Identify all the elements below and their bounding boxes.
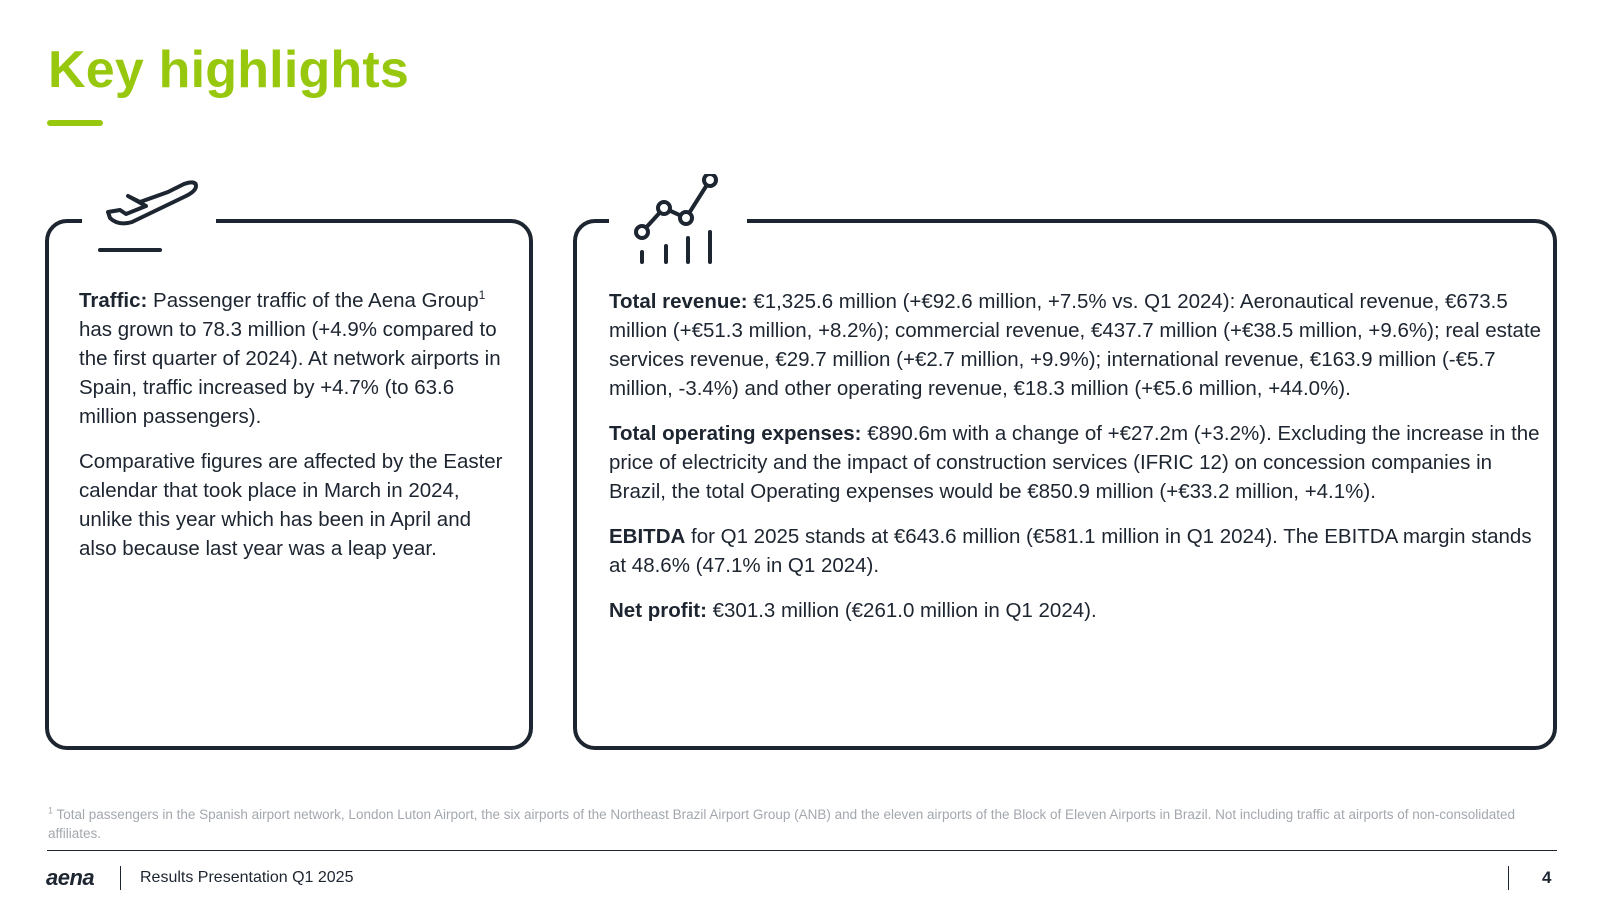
revenue-lead: Total revenue:	[609, 290, 748, 313]
revenue-text: €1,325.6 million (+€92.6 million, +7.5% vs. Q1 2024): Aeronautical revenue, €673.5 million (+€51.3 million, +8.2%); commercial revenue, €437.7 million (+€38.5 million, +9.6%); real estate services revenue, €29.7 million (+€2.7 million, +9.9%); international revenue, €163.9 million (-€5.7 million, -3.4%) and other operating revenue, €18.3 million (+€5.6 million, +44.0%).	[609, 290, 1542, 400]
net-profit-paragraph	[609, 596, 1549, 625]
growth-chart-icon	[626, 174, 726, 266]
revenue-paragraph	[609, 287, 1549, 403]
traffic-text	[79, 286, 509, 579]
footer-presentation-title: Results Presentation Q1 2025	[140, 869, 354, 886]
footer-divider	[47, 850, 1557, 851]
footer-separator-left	[120, 866, 121, 890]
ebitda-lead: EBITDA	[609, 525, 686, 548]
ebitda-text: for Q1 2025 stands at €643.6 million (€581.1 million in Q1 2024). The EBITDA margin stands at 48.6% (47.1% in Q1 2024).	[609, 525, 1532, 577]
traffic-text-part2: has grown to 78.3 million (+4.9% compared to the first quarter of 2024). At network airports in Spain, traffic increased by +4.7% (to 63.6 million passengers).	[79, 318, 501, 428]
ebitda-paragraph	[609, 522, 1549, 580]
opex-lead: Total operating expenses:	[609, 422, 862, 445]
footnote-ref: 1	[478, 288, 486, 303]
traffic-text-part1: Passenger traffic of the Aena Group	[147, 289, 479, 312]
net-profit-lead: Net profit:	[609, 599, 707, 622]
title-underline	[47, 120, 103, 126]
comparative-paragraph: Comparative figures are affected by the Easter calendar that took place in March in 2024, unlike this year which has been in April and also because last year was a leap year.	[79, 450, 503, 560]
airplane-takeoff-icon	[96, 176, 208, 258]
aena-logo: aena	[46, 865, 95, 890]
net-profit-text: €301.3 million (€261.0 million in Q1 2024).	[706, 599, 1097, 622]
opex-paragraph	[609, 419, 1549, 506]
opex-text: €890.6m with a change of +€27.2m (+3.2%). Excluding the increase in the price of electricity and the impact of construction services (IFRIC 12) on concession companies in Brazil, the total Operating expenses would be €850.9 million (+€33.2 million, +4.1%).	[609, 422, 1540, 503]
footnote	[48, 805, 1558, 843]
footnote-text: Total passengers in the Spanish airport network, London Luton Airport, the six airports of the Northeast Brazil Airport Group (ANB) and the eleven airports of the Block of Eleven Airports in Brazil. Not including traffic at airports of non-consolidated affiliates.	[48, 807, 1516, 841]
page-number: 4	[1542, 868, 1552, 887]
traffic-paragraph	[79, 286, 509, 431]
footer-separator-right	[1508, 866, 1509, 890]
footnote-marker: 1	[48, 805, 54, 816]
traffic-lead: Traffic:	[79, 289, 148, 312]
page-title: Key highlights	[48, 41, 410, 99]
financial-text	[609, 287, 1549, 641]
